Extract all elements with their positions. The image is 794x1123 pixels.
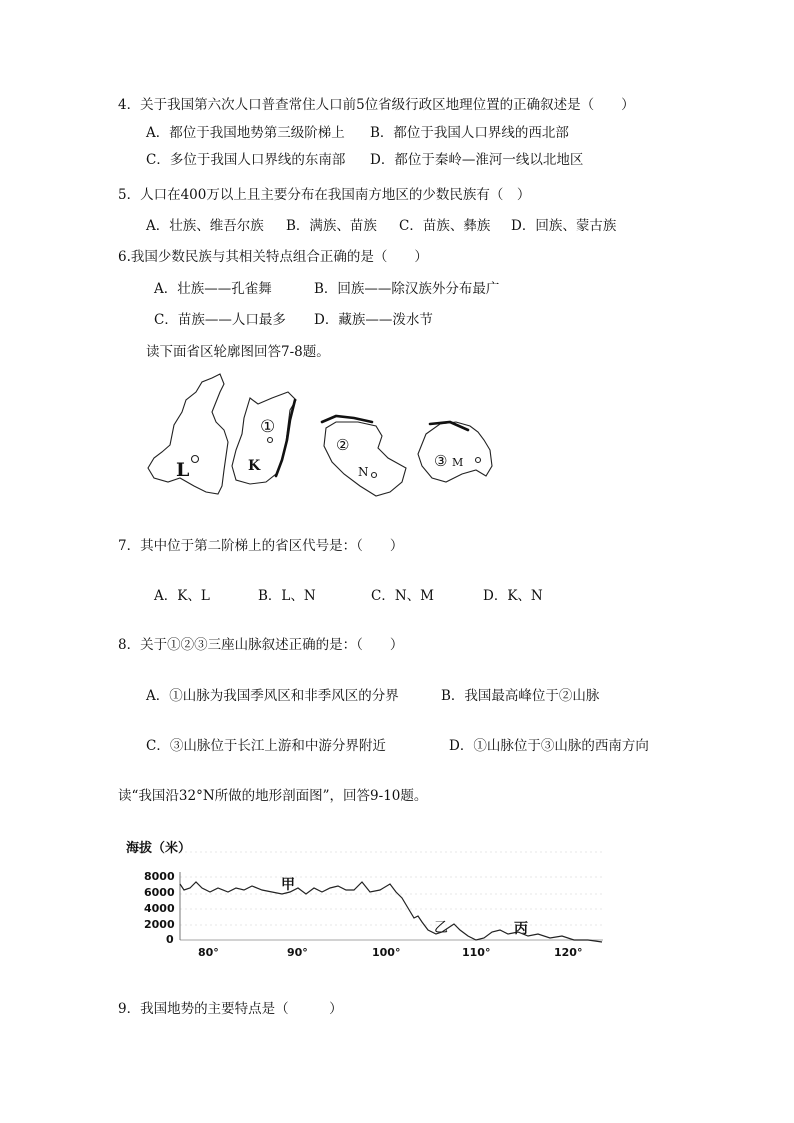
city-dot-l (192, 456, 199, 463)
x-tick-90: 90° (287, 946, 308, 959)
q6-option-b: B．回族——除汉族外分布最广 (314, 281, 500, 297)
profile-label-bing: 丙 (514, 921, 528, 937)
q6-option-d: D．藏族——泼水节 (314, 312, 433, 328)
q8-option-c: C．③山脉位于长江上游和中游分界附近 (146, 738, 386, 754)
y-tick-4000: 4000 (144, 902, 175, 915)
q4-option-b: B．都位于我国人口界线的西北部 (370, 125, 569, 141)
q6-stem: 6.我国少数民族与其相关特点组合正确的是（ ） (118, 249, 428, 265)
terrain-profile-figure (118, 832, 608, 972)
x-tick-110: 110° (462, 946, 491, 959)
q6-option-a: A．壮族——孔雀舞 (154, 281, 272, 297)
y-tick-0: 0 (166, 933, 174, 946)
y-tick-2000: 2000 (144, 918, 175, 931)
q5-option-a: A．壮族、维吾尔族 (146, 218, 264, 234)
x-tick-80: 80° (198, 946, 219, 959)
city-dot-n (372, 473, 377, 478)
mountain-line-2 (322, 416, 372, 422)
q4-option-c: C．多位于我国人口界线的东南部 (146, 152, 346, 168)
mountain-label-3: ③ (434, 452, 448, 470)
city-dot-k (268, 438, 273, 443)
q5-option-c: C．苗族、彝族 (399, 218, 491, 234)
province-outline-n (324, 422, 406, 496)
province-outline-m (418, 422, 492, 482)
read-instruction-7-8: 读下面省区轮廓图回答7-8题。 (146, 344, 330, 360)
y-axis-label: 海拔（米） (126, 841, 192, 856)
province-outline-figure (140, 370, 510, 505)
q7-option-c: C．N、M (371, 588, 434, 604)
q8-option-d: D．①山脉位于③山脉的西南方向 (449, 738, 649, 754)
y-tick-8000: 8000 (144, 870, 175, 883)
q5-stem: 5．人口在400万以上且主要分布在我国南方地区的少数民族有（ ） (118, 187, 531, 203)
q4-option-d: D．都位于秦岭—淮河一线以北地区 (370, 152, 584, 168)
q4-option-a: A．都位于我国地势第三级阶梯上 (146, 125, 345, 141)
q7-option-d: D．K、N (483, 588, 543, 604)
mountain-label-2: ② (336, 436, 350, 454)
label-l: L (176, 459, 190, 481)
label-m: M (452, 456, 464, 469)
x-tick-100: 100° (372, 946, 401, 959)
profile-label-jia: 甲 (281, 877, 295, 893)
city-dot-m (476, 458, 481, 463)
q7-stem: 7．其中位于第二阶梯上的省区代号是：（ ） (118, 538, 404, 554)
profile-label-yi: 乙 (434, 920, 448, 936)
q9-stem: 9．我国地势的主要特点是（ ） (118, 1001, 343, 1017)
q5-option-b: B．满族、苗族 (286, 218, 377, 234)
y-tick-6000: 6000 (144, 886, 175, 899)
q6-option-c: C．苗族——人口最多 (154, 312, 286, 328)
mountain-line-3 (430, 422, 468, 430)
q8-option-b: B．我国最高峰位于②山脉 (441, 688, 600, 704)
mountain-line-1 (276, 400, 295, 476)
q8-option-a: A．①山脉为我国季风区和非季风区的分界 (146, 688, 399, 704)
mountain-label-1: ① (260, 417, 276, 437)
q8-stem: 8．关于①②③三座山脉叙述正确的是：（ ） (118, 637, 404, 653)
q4-stem: 4．关于我国第六次人口普查常住人口前5位省级行政区地理位置的正确叙述是（ ） (118, 97, 635, 113)
x-tick-120: 120° (554, 946, 583, 959)
q7-option-a: A．K、L (154, 588, 210, 604)
label-k: K (248, 458, 261, 474)
read-instruction-9-10: 读“我国沿32°N所做的地形剖面图”，回答9-10题。 (118, 788, 428, 804)
q7-option-b: B．L、N (258, 588, 316, 604)
q5-option-d: D．回族、蒙古族 (511, 218, 617, 234)
terrain-profile-line (180, 882, 602, 942)
label-n: N (358, 465, 369, 479)
